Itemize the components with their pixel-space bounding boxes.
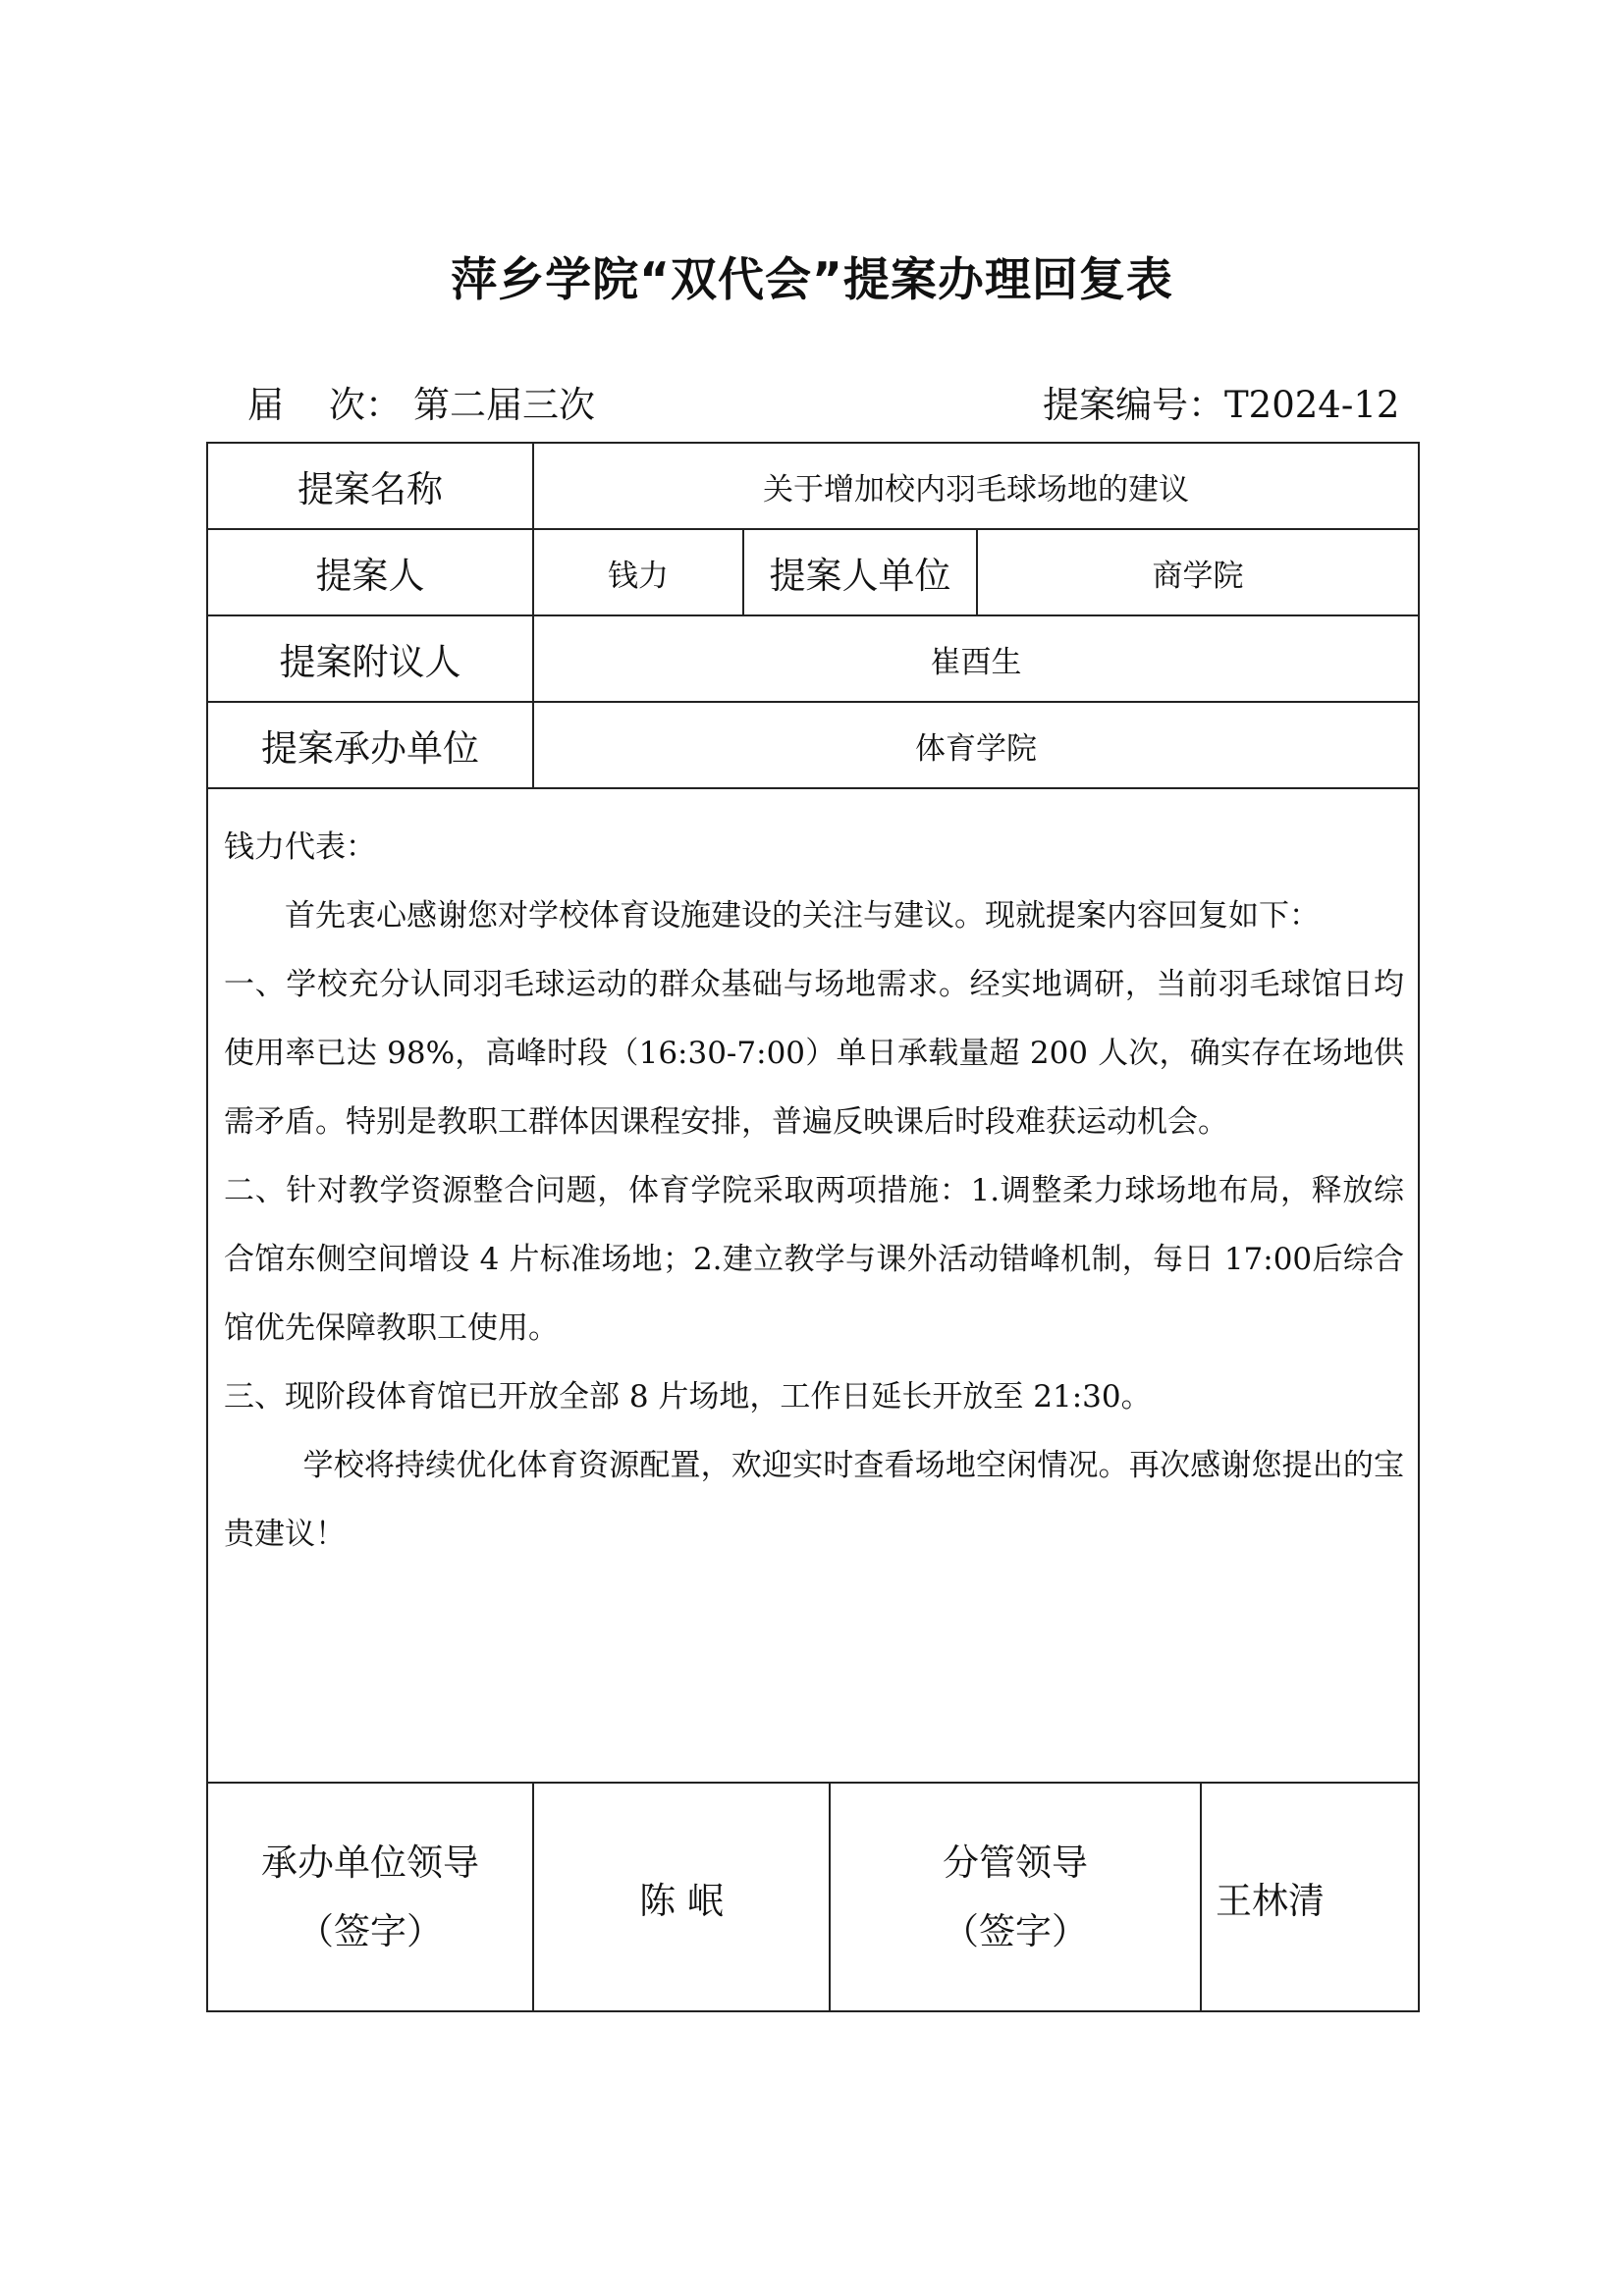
proposal-number-label: 提案编号：	[1043, 384, 1224, 426]
row-handler-unit	[207, 702, 1419, 788]
reply-salutation: 钱力代表：	[224, 829, 376, 865]
session-info	[247, 375, 595, 428]
co-proposer-value: 崔酉生	[533, 615, 1419, 702]
reply-paragraph-three: 三、现阶段体育馆已开放全部 8 片场地，工作日延长开放至 21:30。	[224, 1379, 1152, 1415]
handler-unit-label: 提案承办单位	[207, 702, 533, 788]
supervisor-sign-label	[830, 1783, 1201, 2011]
proposer-value: 钱力	[533, 529, 743, 615]
leader-sign-label	[207, 1783, 533, 2011]
row-proposal-name	[207, 443, 1419, 529]
proposer-label: 提案人	[207, 529, 533, 615]
proposer-unit-value: 商学院	[977, 529, 1419, 615]
reply-paragraph-one: 一、学校充分认同羽毛球运动的群众基础与场地需求。经实地调研，当前羽毛球馆日均使用率已达 98%，高峰时段（16:30-7:00）单日承载量超 200 人次，确实存在场地供需矛盾。特别是教职工群体因课程安排，普遍反映课后时段难获运动机会。	[224, 967, 1405, 1140]
leader-sign-label-line2: （签字）	[298, 1909, 443, 1952]
proposal-number-value: T2024-12	[1224, 384, 1400, 426]
row-signatures	[207, 1783, 1419, 2011]
row-co-proposer	[207, 615, 1419, 702]
row-reply-content	[207, 788, 1419, 1783]
co-proposer-label: 提案附议人	[207, 615, 533, 702]
row-proposer	[207, 529, 1419, 615]
supervisor-signature: 王林清	[1201, 1783, 1419, 2011]
supervisor-sign-label-line1: 分管领导	[943, 1841, 1088, 1884]
supervisor-sign-label-line2: （签字）	[943, 1909, 1088, 1952]
reply-paragraph-closing: 学校将持续优化体育资源配置，欢迎实时查看场地空闲情况。再次感谢您提出的宝贵建议！	[224, 1448, 1405, 1552]
proposer-unit-label: 提案人单位	[743, 529, 977, 615]
reply-content	[207, 788, 1419, 1783]
session-value: 第二届三次	[413, 384, 595, 426]
session-label-part1: 届	[247, 384, 284, 426]
proposal-number	[1043, 375, 1399, 428]
reply-paragraph-intro: 首先衷心感谢您对学校体育设施建设的关注与建议。现就提案内容回复如下：	[285, 898, 1320, 934]
page-title: 萍乡学院“双代会”提案办理回复表	[451, 253, 1173, 307]
leader-sign-label-line1: 承办单位领导	[261, 1841, 479, 1884]
proposal-name-value: 关于增加校内羽毛球场地的建议	[533, 443, 1419, 529]
session-label-part2: 次：	[329, 384, 402, 426]
reply-form-table	[206, 442, 1420, 2012]
leader-signature: 陈 岷	[533, 1783, 830, 2011]
proposal-name-label: 提案名称	[207, 443, 533, 529]
reply-paragraph-two: 二、针对教学资源整合问题，体育学院采取两项措施：1.调整柔力球场地布局，释放综合馆东侧空间增设 4 片标准场地；2.建立教学与课外活动错峰机制，每日 17:00后综合馆优先保障教职工使用。	[224, 1173, 1405, 1346]
handler-unit-value: 体育学院	[533, 702, 1419, 788]
